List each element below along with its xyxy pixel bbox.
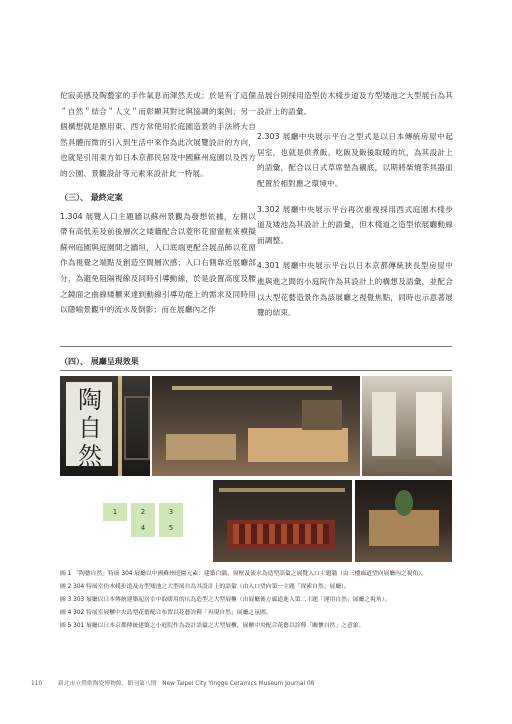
window-frame xyxy=(124,396,150,460)
photo-gallery-302 xyxy=(152,376,360,476)
page-number: 110 xyxy=(31,681,43,687)
wall-calligraphy: 陶 自然 xyxy=(78,386,102,470)
photo-gallery-301 xyxy=(355,480,452,562)
diagram-box-5: 5 xyxy=(159,519,183,537)
caption-figure-1: 圖 1 「陶藝自然」特展 304 展廳以中國蘇州庭園元素：建築白牆、窗框及流水為造型語彙之展覽入口主題牆（由三樓廊道望向展廳內之視角）。 xyxy=(60,571,428,577)
caption-figure-2: 圖 2 304 特展室仿木棧步道及方型矮池之大型展台為其設計上的語彙（由入口望向第一主題「探索自然」展廳）。 xyxy=(60,584,350,590)
photo-gallery-hall xyxy=(362,376,452,476)
right-paragraph-3: 3.302 展廳中央展示平台再次重複採用西式庭園木棧步道及矮池為其設計上的語彙，但木棧道之造型依展廳動線而調整。 xyxy=(257,204,453,245)
right-paragraph-4: 4.301 展廳中央展示平台以日本京都傳統狹長型房屋中進與進之間的小庭院作為其設計上的構想及語彙，並配合以大型花藝造景作為該展廳之視覺焦點，同時也示意著展覽的結束。 xyxy=(257,261,453,318)
display-case xyxy=(302,400,342,430)
left-paragraph-2: 1.304 展覽入口主題牆以蘇州景觀為發想依據，左側以帶有高低差及前後層次之矮牆配合以菱形花窗窗框來模擬蘇州庭園與庭園間之牆垣，入口底端更配合展品飾以花窗作為視覺之端點及創造空間層次感；入口右側靠近展廳部分，為避免阻隔視線及同時引導動線，於是設置高度及腰之鏡面之曲線矮櫃來達到動線引導功能上的需求及同時用以隱喻景觀中的流水及倒影；而在展廳內之作 xyxy=(60,211,256,315)
page-footer xyxy=(31,678,314,687)
divider-figure-heading xyxy=(60,370,452,371)
display-panel-left xyxy=(372,392,396,456)
journal-title: 新北市立鶯歌陶瓷博物館．館刊第八期 New Taipei City Yingge Ceramics Museum Journal 08 xyxy=(57,681,315,687)
caption-figure-3: 圖 3 303 展廳以日本傳統建築起居室中取暖用的坑為造型之大型展櫃（由展廳後方廊道進入第二主題「運用自然」展廳之視角）。 xyxy=(60,597,391,603)
diagram-box-2: 2 xyxy=(131,503,155,521)
ceiling-light-2 xyxy=(219,488,345,492)
tatami-mat xyxy=(233,524,329,544)
lit-column xyxy=(118,376,122,476)
wood-platform-right xyxy=(248,428,348,462)
caption-figure-5: 圖 5 301 展廳以日本京都傳統建築之小庭院作為設計語彙之大型展櫃，展櫃中央配合花藝以詮釋「關懷自然」之意象。 xyxy=(60,623,365,629)
section-heading: （三）、 最終定案 xyxy=(60,192,123,202)
right-column xyxy=(257,88,453,331)
floor-platform xyxy=(376,460,436,472)
display-panel-right xyxy=(416,392,442,456)
left-column xyxy=(60,88,256,328)
caption-figure-4: 圖 4 302 特展室展櫃中央島型花藝配合布置以花藝詮釋「再現自然」展廳之氛圍。 xyxy=(60,610,272,616)
diagram-box-4: 4 xyxy=(131,519,155,537)
diagram-box-3: 3 xyxy=(159,503,183,521)
right-paragraph-1: 品展台則採用造型仿木棧步道及方型矮池之大型展台為其設計上的語彙。 xyxy=(257,91,453,116)
photo-gallery-303 xyxy=(213,480,352,562)
divider-top xyxy=(60,346,452,347)
left-paragraph-1: 佗寂美感及陶藝家的手作氣息而渾然天成；於是有了這個＂自然＂結合＂人文＂而彰顯其對比與協調的案例；另一個構想就是應用東、西方常使用於庭園造景的手法將大自然具體而微的引入到生活中來作為此次展覽設計的方向，也就是引用東方如日本京都民居及中國蘇州庭園以及西方的公園、景觀設計等元素來設計此一特展。 xyxy=(60,91,256,178)
ceiling-light xyxy=(172,386,332,390)
photo-entrance-wall xyxy=(60,376,150,476)
right-paragraph-2: 2.303 展廳中央展示平台之型式是以日本傳統房屋中起居室，也就是供煮飯、吃飯及飯後取暖的坑，為其設計上的語彙，配合以日式草席墊為襯底，以期將柴燒茶具器皿配置於相對應之環境中。 xyxy=(257,132,453,188)
flower-arrangement xyxy=(395,490,413,516)
figure-section-heading: （四）、 展廳呈現效果 xyxy=(60,357,139,366)
diagram-box-1: 1 xyxy=(103,503,127,521)
wood-platform-left xyxy=(166,434,236,460)
